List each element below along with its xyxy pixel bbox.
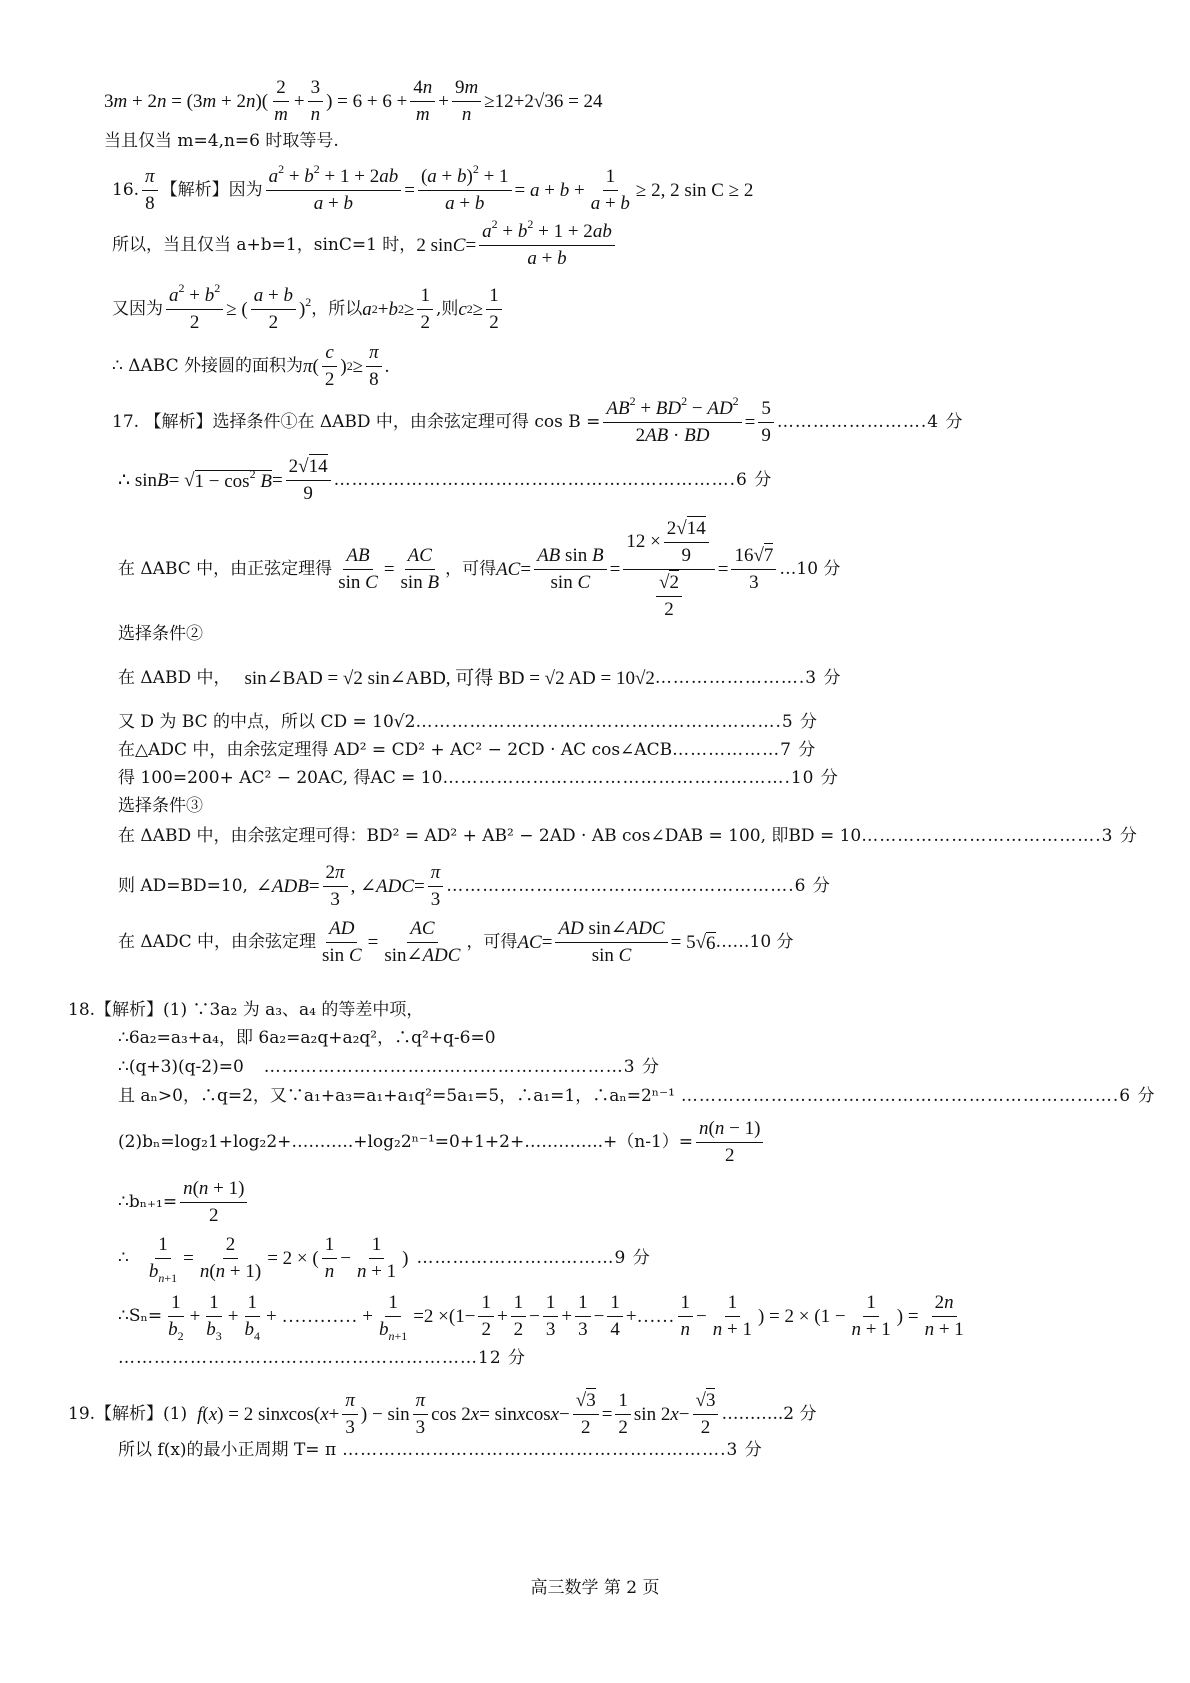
- q18-line4: 且 aₙ>0，∴q=2，又∵a₁+a₃=a₁+a₁q²=5a₁=5，∴a₁=1，∴aₙ=2ⁿ⁻¹ ……………………………………………………………….6 分: [118, 1086, 1156, 1106]
- q19-line1: 19.【解析】(1) f ( x ) = 2 sin x cos( x + π 3 ) − sin π 3 cos 2 x = sin x cos x − √3 2 = 1 2 sin 2 x − √3 2 ………..2 分: [68, 1390, 817, 1438]
- q17-line3: 在 ΔABC 中，由正弦定理得 $\frac{AB}{\text{sin C}}$ = $\frac{AC}{\text{sin B}}$ ，可得 AC = $\frac{\text{AB sin B}}{\text{sin C}}$ = 12 × 2√14 9 $\frac{√2}{2}$ = $\frac{16√7}{3}$ …10 分: [118, 518, 841, 620]
- q17-c3-line1: 在 ΔABD 中，由余弦定理可得：BD² = AD² + AB² − 2AD · AB cos∠DAB = 100, 即BD = 10 ………………………………….3 分: [118, 826, 1138, 846]
- page-footer: 高三数学 第 2 页: [530, 1578, 660, 1598]
- q16-line3: 又因为 $\frac{a^2 + b^2}{2}$ ≥ ( a + b 2 )$^2$ ，所以 a 2 + b 2 ≥ 1 2 ,则 c 2 ≥ 1 2: [112, 285, 505, 334]
- q18-line6: ∴bₙ₊₁= $\frac{n(n + 1)}{2}$: [118, 1178, 250, 1227]
- q18-line8: ∴Sₙ= 1 $b_2$ + 1 $b_3$ + 1 $b_4$ + ………… + 1 $b_{n+1}$ =2 ×(1− 1 2 + 1 2 − 1 3 + 1 3 − 1 4 +…… 1 n − 1 n + 1 ) = 2 × (1 − 1 n + 1 ) = 2n n + 1: [118, 1292, 964, 1343]
- q16-line1: 16. π 8 【解析】因为 $\frac{a^2 + b^2 + 1 + 2ab}{a + b}$ = $\frac{(a + b)^2 + 1}{a + b}$ = a + b + $\frac{1}{a + b}$ ≥ 2, 2 sin C ≥ 2: [112, 162, 754, 214]
- q18-line9: ……………………………………………………12 分: [118, 1348, 527, 1368]
- q18-line1: 18.【解析】(1) ∵3a₂ 为 a₃、a₄ 的等差中项，: [68, 1000, 424, 1020]
- q17-c3-line2: 则 AD=BD=10, ∠ ADB = 2π 3 , ∠ ADC = π 3 ………………………………………………….6 分: [118, 862, 831, 910]
- q17-line2: ∴ sin B = √ $1 - \cos^2 B$ = 2√14 9 ………………………………………………………….6 分: [118, 456, 773, 504]
- q17-condition2: 选择条件②: [118, 624, 203, 644]
- q19-line2: 所以 f(x)的最小正周期 T= π ……………………………………………………….3 分: [118, 1440, 763, 1460]
- q17-c3-line3: 在 ΔADC 中，由余弦定理 $\frac{AD}{\text{sin C}}$ = AC sin∠ADC ，可得 AC = AD sin∠ADC sin C = 5√ 6 ……10 分: [118, 918, 794, 966]
- q17-condition3: 选择条件③: [118, 796, 203, 816]
- eq-note: 当且仅当 m=4,n=6 时取等号.: [104, 131, 339, 151]
- q18-line2: ∴6a₂=a₃+a₄，即 6a₂=a₂q+a₂q²，∴q²+q-6=0: [118, 1028, 496, 1048]
- q17-c2-line1: 在 ΔABD 中， sin∠BAD = √2 sin∠ABD, 可得 BD = √2 AD = 10√2 …………………….3 分: [118, 668, 842, 689]
- q17-line1: 17. 【解析】选择条件①在 ΔABD 中，由余弦定理可得 cos B = $\frac{AB^2 + BD^2 - AD^2}{2AB \cdot BD}$ = $\frac{5}{9}$ …………………….4 分: [112, 394, 964, 446]
- q16-line2: 所以，当且仅当 a+b=1，sinC=1 时， 2 sin C = $a^2 + b^2 + 1 + 2ab$ a + b: [112, 221, 618, 270]
- line-3m2n: 3m + 2n = (3m + 2n)( 2 m + $\frac{3}{n}$ ) = 6 + 6 + $\frac{4n}{m}$ + $\frac{9m}{n}$ ≥12+2√36 = 24: [104, 77, 603, 125]
- q18-line3: ∴(q+3)(q-2)=0 ……………………………………………………3 分: [118, 1057, 661, 1077]
- q18-line7: ∴ $\frac{1}{b_{n+1}}$ = $\frac{2}{n(n + 1)}$ = 2 × ( 1 n − $\frac{1}{n + 1}$ ) ……………………………9 分: [118, 1234, 651, 1285]
- q17-c2-line3: 在△ADC 中，由余弦定理得 AD² = CD² + AC² − 2CD · AC cos∠ACB ………………7 分: [118, 740, 817, 760]
- q16-line4: ∴ ΔABC 外接圆的面积为 π ( c 2 ) 2 ≥ π 8 .: [112, 342, 390, 390]
- q17-c2-line4: 得 100=200+ AC² − 20AC, 得AC = 10 ………………………………………………….10 分: [118, 768, 839, 788]
- q16-answer: π 8: [142, 166, 158, 215]
- q17-c2-line2: 又 D 为 BC 的中点，所以 CD = 10√2 …………………………………………………….5 分: [118, 712, 819, 732]
- q18-line5: (2)bₙ=log₂1+log₂2+………..+log₂2ⁿ⁻¹=0+1+2+…………..+（n-1）= $\frac{n(n - 1)}{2}$: [118, 1118, 766, 1167]
- line-3m2n-tail: ≥12+2√36 = 24: [484, 90, 603, 112]
